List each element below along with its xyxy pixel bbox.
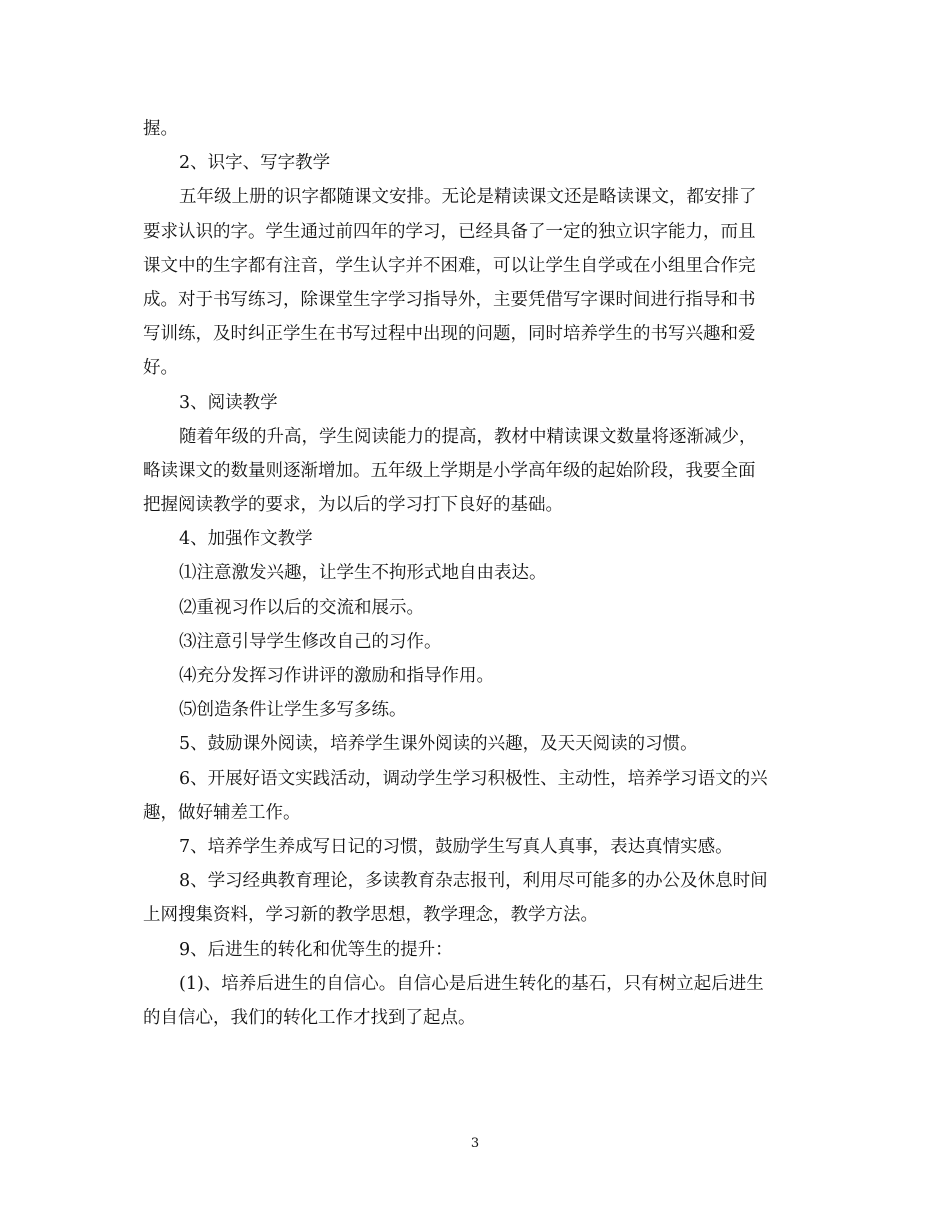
- text-line: ⑵重视习作以后的交流和展示。: [179, 597, 424, 618]
- text-line: 的自信心，我们的转化工作才找到了起点。: [143, 1007, 476, 1028]
- text-line: (1)、培养后进生的自信心。自信心是后进生转化的基石，只有树立起后进生: [179, 973, 764, 994]
- text-line: 5、鼓励课外阅读，培养学生课外阅读的兴趣，及天天阅读的习惯。: [179, 734, 698, 755]
- page-number: 3: [470, 1136, 480, 1151]
- text-line: 把握阅读教学的要求，为以后的学习打下良好的基础。: [143, 495, 563, 516]
- text-line: 8、学习经典教育理论，多读教育杂志报刊，利用尽可能多的办公及休息时间: [179, 871, 768, 892]
- text-line: 6、开展好语文实践活动，调动学生学习积极性、主动性，培养学习语文的兴: [179, 768, 768, 789]
- text-line: 4、加强作文教学: [179, 529, 313, 550]
- text-line: 7、培养学生养成写日记的习惯，鼓励学生写真人真事，表达真情实感。: [179, 836, 733, 857]
- text-line: 好。: [143, 358, 178, 379]
- text-line: 课文中的生字都有注音，学生认字并不困难，可以让学生自学或在小组里合作完: [143, 255, 756, 276]
- text-line: 上网搜集资料，学习新的教学思想，教学理念，教学方法。: [143, 905, 598, 926]
- text-line: 成。对于书写练习，除课堂生字学习指导外，主要凭借写字课时间进行指导和书: [143, 289, 756, 310]
- body-text: [143, 112, 808, 1035]
- text-line: ⑶注意引导学生修改自己的习作。: [179, 631, 442, 652]
- text-line: 要求认识的字。学生通过前四年的学习，已经具备了一定的独立识字能力，而且: [143, 221, 756, 242]
- text-line: 略读课文的数量则逐渐增加。五年级上学期是小学高年级的起始阶段，我要全面: [143, 460, 756, 481]
- text-line: 9、后进生的转化和优等生的提升：: [179, 939, 453, 960]
- text-line: 2、识字、写字教学: [179, 153, 331, 174]
- text-line: 五年级上册的识字都随课文安排。无论是精读课文还是略读课文，都安排了: [179, 187, 757, 208]
- text-line: 趣，做好辅差工作。: [143, 802, 301, 823]
- text-line: 握。: [143, 119, 178, 139]
- text-line: 写训练，及时纠正学生在书写过程中出现的问题，同时培养学生的书写兴趣和爱: [143, 324, 756, 345]
- text-line: 随着年级的升高，学生阅读能力的提高，教材中精读课文数量将逐渐减少，: [179, 426, 757, 447]
- text-line: ⑴注意激发兴趣，让学生不拘形式地自由表达。: [179, 563, 547, 584]
- text-line: 3、阅读教学: [179, 392, 278, 413]
- text-line: ⑸创造条件让学生多写多练。: [179, 700, 407, 721]
- text-line: ⑷充分发挥习作讲评的激励和指导作用。: [179, 666, 494, 686]
